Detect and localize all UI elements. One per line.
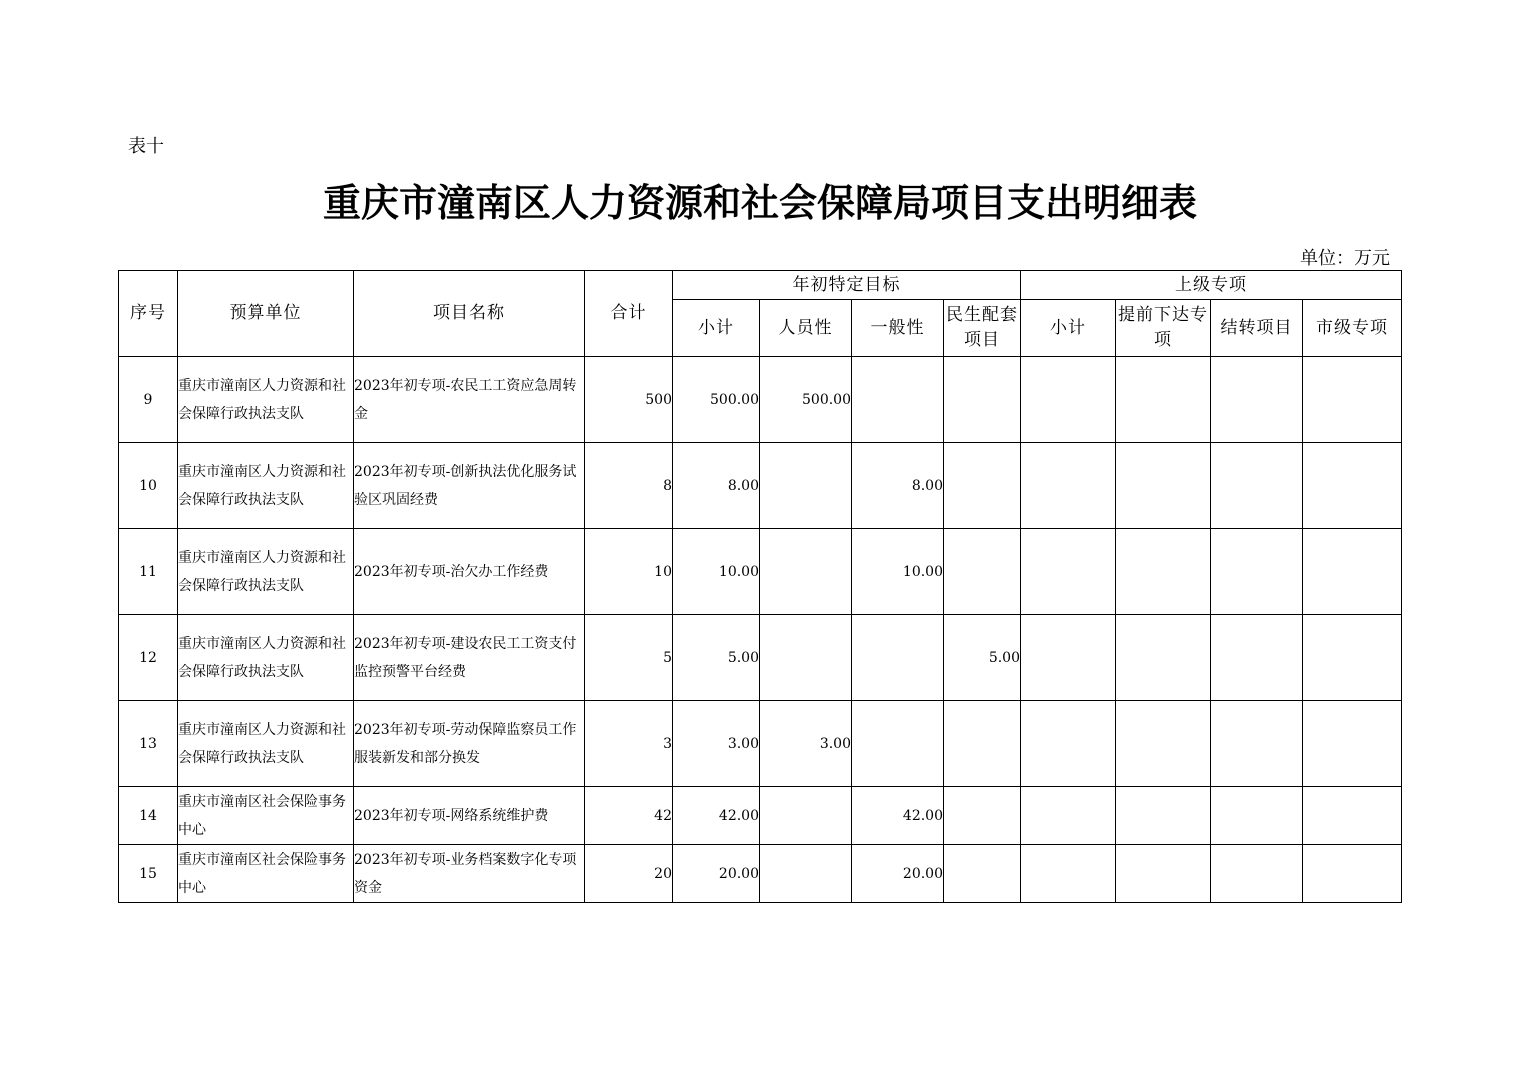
table-row — [119, 443, 1402, 529]
cell-a-personnel — [760, 845, 852, 903]
cell-b-advance — [1116, 529, 1211, 615]
cell-budget-unit: 重庆市潼南区人力资源和社会保障行政执法支队 — [178, 615, 354, 701]
cell-project-name: 2023年初专项-业务档案数字化专项资金 — [354, 845, 585, 903]
cell-a-general: 20.00 — [852, 845, 944, 903]
cell-total: 10 — [585, 529, 673, 615]
header-group-superior-special: 上级专项 — [1021, 271, 1402, 300]
table-row — [119, 787, 1402, 845]
cell-a-subtotal: 42.00 — [673, 787, 760, 845]
cell-budget-unit: 重庆市潼南区人力资源和社会保障行政执法支队 — [178, 357, 354, 443]
cell-a-personnel — [760, 529, 852, 615]
cell-seq: 12 — [119, 615, 178, 701]
cell-a-general — [852, 701, 944, 787]
header-seq: 序号 — [119, 271, 178, 357]
table-label: 表十 — [128, 136, 164, 157]
cell-b-carryover — [1211, 357, 1303, 443]
cell-b-subtotal — [1021, 443, 1116, 529]
project-expenditure-table — [118, 270, 1402, 903]
cell-seq: 9 — [119, 357, 178, 443]
table-row — [119, 357, 1402, 443]
cell-b-subtotal — [1021, 701, 1116, 787]
cell-b-city — [1303, 845, 1402, 903]
cell-b-advance — [1116, 615, 1211, 701]
cell-budget-unit: 重庆市潼南区人力资源和社会保障行政执法支队 — [178, 529, 354, 615]
cell-b-city — [1303, 615, 1402, 701]
document-title: 重庆市潼南区人力资源和社会保障局项目支出明细表 — [322, 180, 1197, 225]
cell-total: 20 — [585, 845, 673, 903]
cell-budget-unit: 重庆市潼南区社会保险事务中心 — [178, 845, 354, 903]
cell-b-advance — [1116, 787, 1211, 845]
cell-a-subtotal: 20.00 — [673, 845, 760, 903]
cell-project-name: 2023年初专项-创新执法优化服务试验区巩固经费 — [354, 443, 585, 529]
cell-a-general — [852, 615, 944, 701]
cell-b-city — [1303, 701, 1402, 787]
cell-b-city — [1303, 443, 1402, 529]
cell-a-general — [852, 357, 944, 443]
cell-total: 5 — [585, 615, 673, 701]
cell-a-personnel: 3.00 — [760, 701, 852, 787]
cell-seq: 15 — [119, 845, 178, 903]
cell-b-subtotal — [1021, 615, 1116, 701]
cell-project-name: 2023年初专项-治欠办工作经费 — [354, 529, 585, 615]
cell-budget-unit: 重庆市潼南区人力资源和社会保障行政执法支队 — [178, 701, 354, 787]
cell-a-livelihood — [944, 787, 1021, 845]
cell-total: 8 — [585, 443, 673, 529]
cell-a-personnel — [760, 615, 852, 701]
header-a-subtotal: 小计 — [673, 300, 760, 357]
cell-a-subtotal: 10.00 — [673, 529, 760, 615]
cell-seq: 14 — [119, 787, 178, 845]
cell-project-name: 2023年初专项-农民工工资应急周转金 — [354, 357, 585, 443]
cell-a-general: 10.00 — [852, 529, 944, 615]
header-row-1 — [119, 271, 1402, 300]
header-b-carryover: 结转项目 — [1211, 300, 1303, 357]
cell-a-livelihood — [944, 701, 1021, 787]
cell-project-name: 2023年初专项-建设农民工工资支付监控预警平台经费 — [354, 615, 585, 701]
cell-b-carryover — [1211, 701, 1303, 787]
cell-b-subtotal — [1021, 529, 1116, 615]
cell-project-name: 2023年初专项-劳动保障监察员工作服装新发和部分换发 — [354, 701, 585, 787]
table-row — [119, 701, 1402, 787]
unit-label: 单位：万元 — [1300, 248, 1390, 269]
cell-budget-unit: 重庆市潼南区社会保险事务中心 — [178, 787, 354, 845]
cell-a-subtotal: 5.00 — [673, 615, 760, 701]
cell-b-city — [1303, 787, 1402, 845]
cell-a-subtotal: 500.00 — [673, 357, 760, 443]
header-b-city: 市级专项 — [1303, 300, 1402, 357]
cell-a-general: 8.00 — [852, 443, 944, 529]
cell-seq: 13 — [119, 701, 178, 787]
cell-seq: 10 — [119, 443, 178, 529]
cell-seq: 11 — [119, 529, 178, 615]
cell-b-carryover — [1211, 443, 1303, 529]
table-row — [119, 529, 1402, 615]
cell-b-subtotal — [1021, 787, 1116, 845]
cell-b-carryover — [1211, 845, 1303, 903]
cell-budget-unit: 重庆市潼南区人力资源和社会保障行政执法支队 — [178, 443, 354, 529]
cell-b-city — [1303, 357, 1402, 443]
cell-a-personnel: 500.00 — [760, 357, 852, 443]
cell-a-livelihood: 5.00 — [944, 615, 1021, 701]
cell-a-livelihood — [944, 357, 1021, 443]
cell-b-advance — [1116, 845, 1211, 903]
cell-b-advance — [1116, 701, 1211, 787]
cell-b-city — [1303, 529, 1402, 615]
cell-a-livelihood — [944, 529, 1021, 615]
cell-a-personnel — [760, 443, 852, 529]
cell-a-personnel — [760, 787, 852, 845]
cell-b-subtotal — [1021, 845, 1116, 903]
cell-a-subtotal: 3.00 — [673, 701, 760, 787]
cell-a-livelihood — [944, 845, 1021, 903]
header-project-name: 项目名称 — [354, 271, 585, 357]
cell-b-subtotal — [1021, 357, 1116, 443]
cell-total: 42 — [585, 787, 673, 845]
cell-a-subtotal: 8.00 — [673, 443, 760, 529]
header-total: 合计 — [585, 271, 673, 357]
cell-a-livelihood — [944, 443, 1021, 529]
cell-b-advance — [1116, 357, 1211, 443]
cell-project-name: 2023年初专项-网络系统维护费 — [354, 787, 585, 845]
cell-b-advance — [1116, 443, 1211, 529]
cell-b-carryover — [1211, 787, 1303, 845]
header-b-advance: 提前下达专项 — [1116, 300, 1211, 357]
cell-b-carryover — [1211, 529, 1303, 615]
table-row — [119, 845, 1402, 903]
header-a-livelihood: 民生配套项目 — [944, 300, 1021, 357]
cell-total: 500 — [585, 357, 673, 443]
cell-a-general: 42.00 — [852, 787, 944, 845]
cell-b-carryover — [1211, 615, 1303, 701]
table-row — [119, 615, 1402, 701]
header-budget-unit: 预算单位 — [178, 271, 354, 357]
header-a-personnel: 人员性 — [760, 300, 852, 357]
cell-total: 3 — [585, 701, 673, 787]
header-a-general: 一般性 — [852, 300, 944, 357]
header-b-subtotal: 小计 — [1021, 300, 1116, 357]
header-group-annual-target: 年初特定目标 — [673, 271, 1021, 300]
